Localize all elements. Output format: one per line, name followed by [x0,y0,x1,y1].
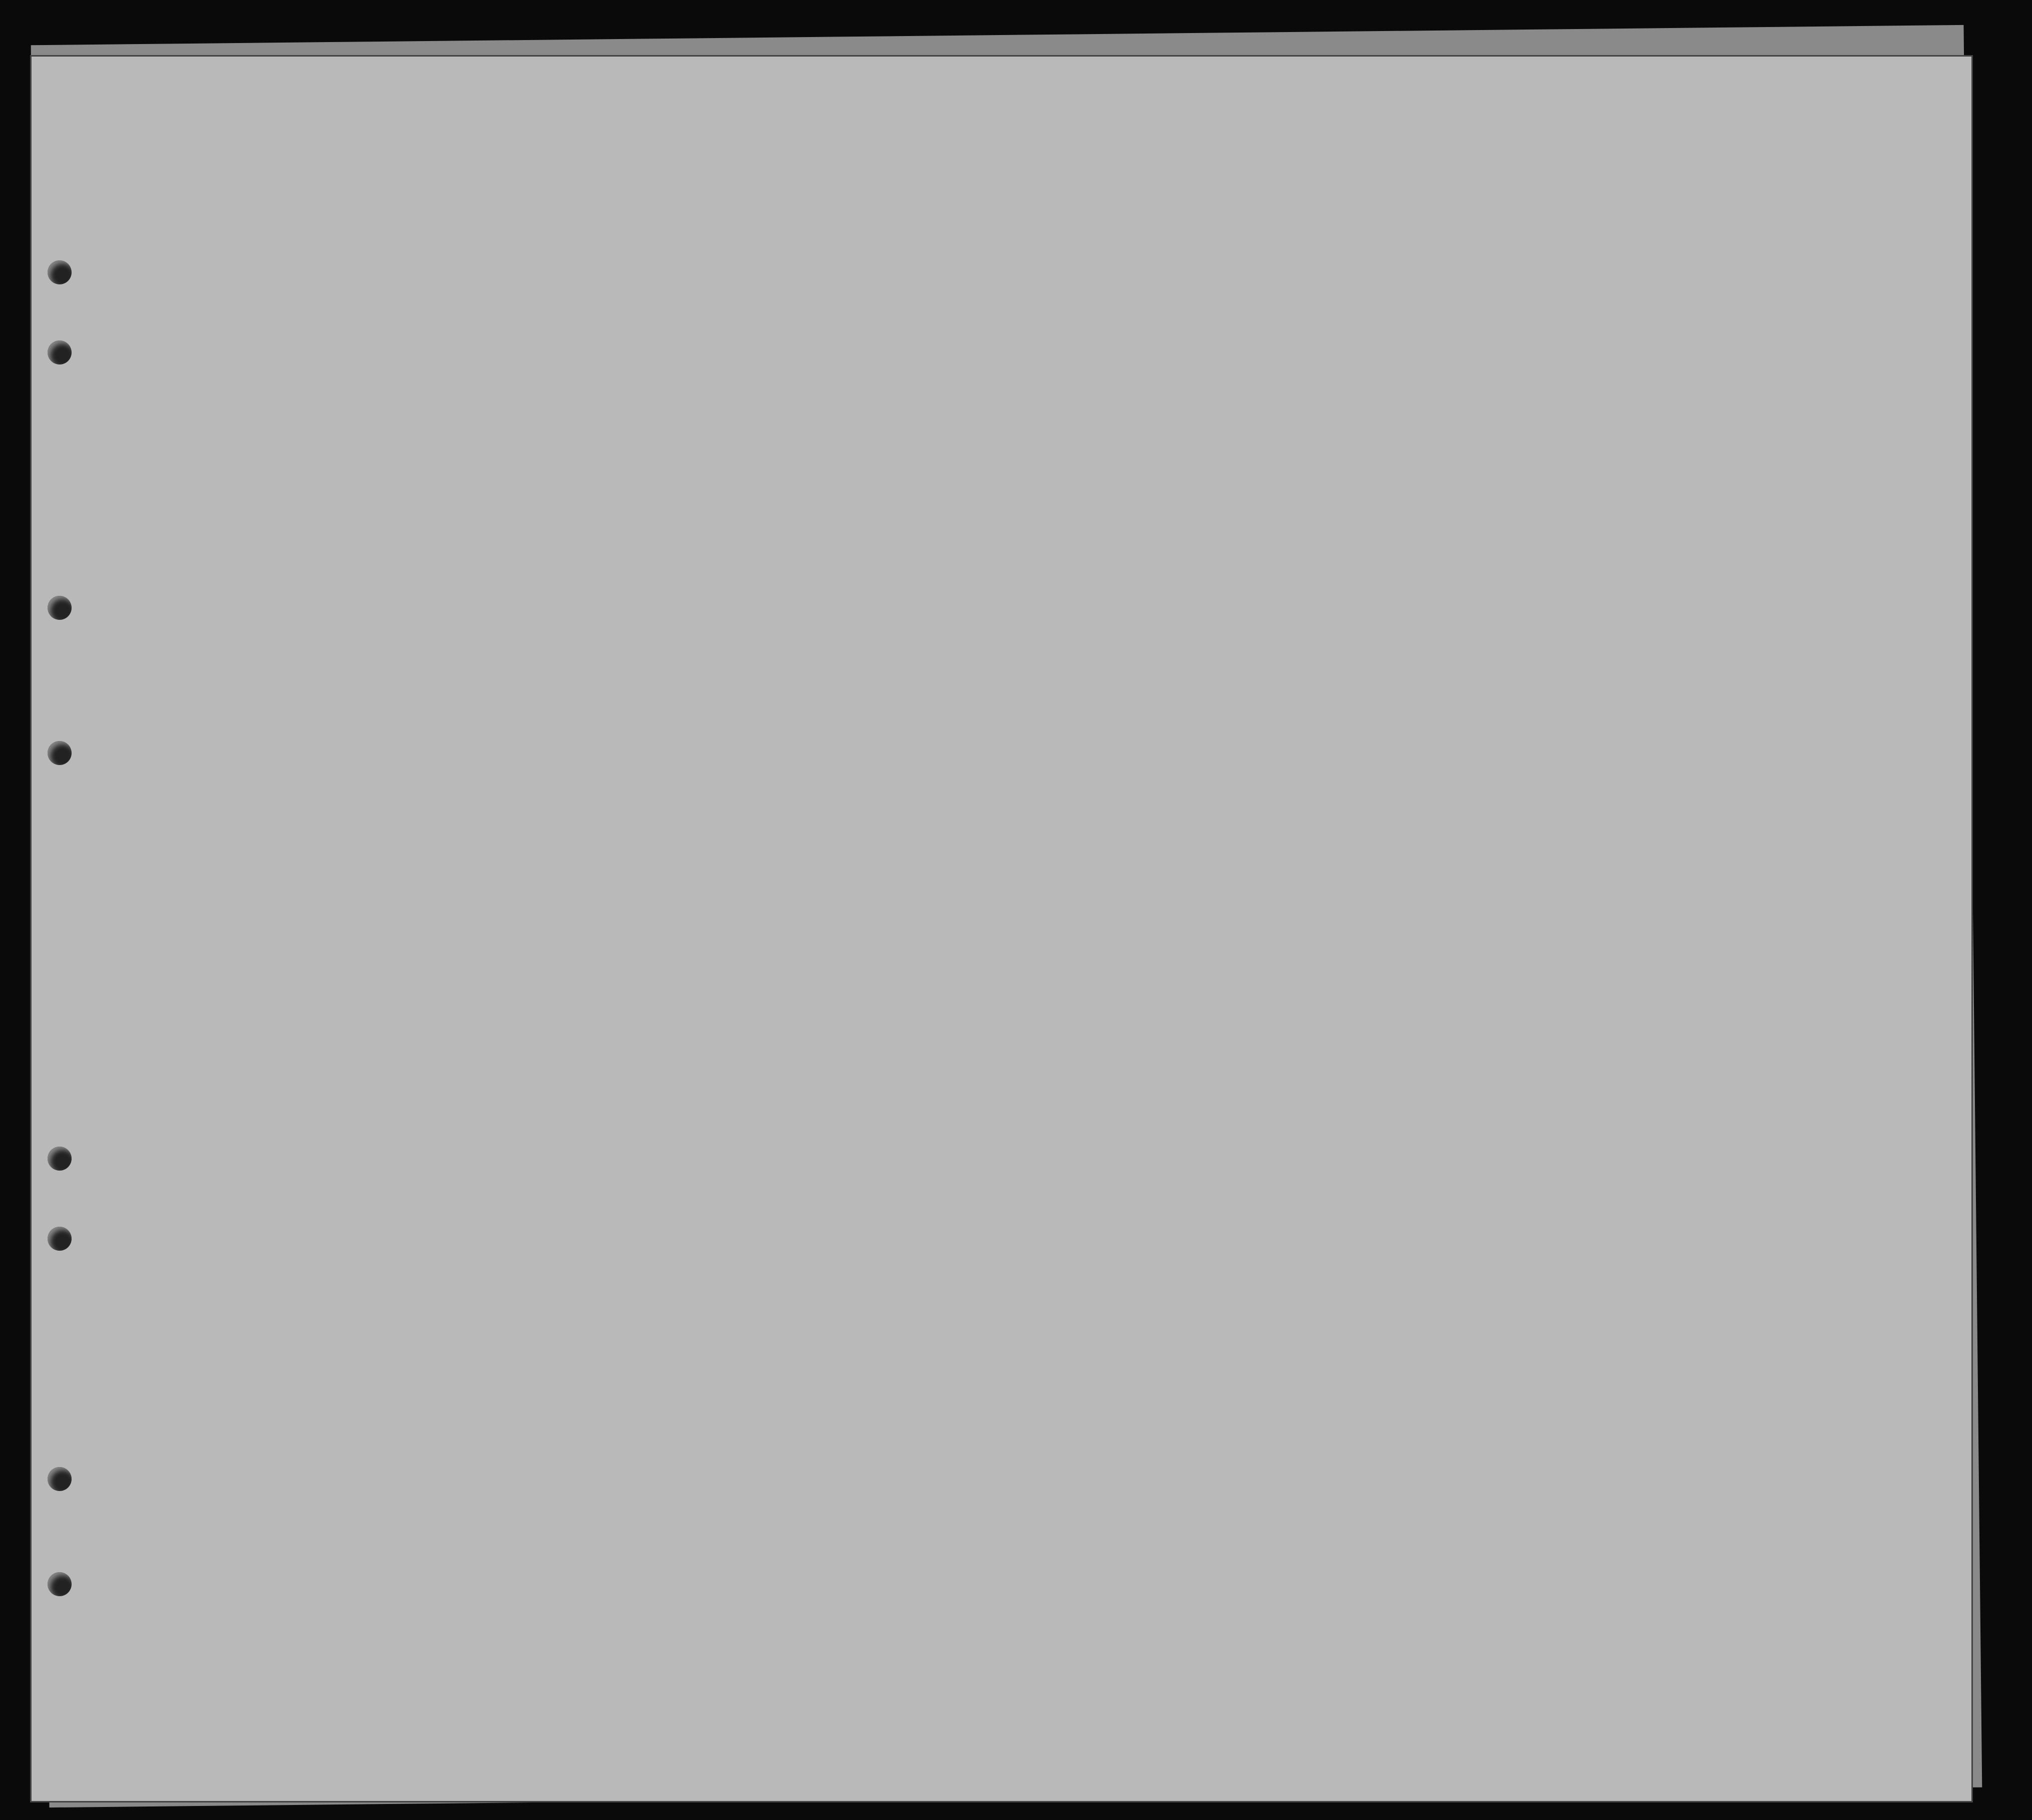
header-ticket [581,350,611,451]
header-purpose-citizen [1242,366,1277,461]
header-purpose-return [1164,366,1199,461]
header-purpose-length [1204,366,1234,461]
header-polygamist [1321,350,1343,451]
punch-hole [48,260,72,284]
header-prison [1284,340,1319,461]
header-excluded [1462,340,1485,461]
header-labor-offer [1427,335,1462,461]
punch-hole [48,1227,72,1251]
header-feet [1617,441,1637,471]
punch-hole [48,741,72,765]
header-anarchist [1346,350,1369,451]
punch-hole [48,1147,72,1171]
punch-hole [48,1467,72,1491]
header-arrested [1486,340,1508,461]
punch-hole [48,340,72,365]
header-money [699,325,724,456]
header-inches [1640,436,1660,471]
punch-hole [48,596,72,620]
punch-hole [48,1572,72,1596]
manifest-sheet [30,55,1973,1802]
header-overthrow [1372,335,1432,461]
